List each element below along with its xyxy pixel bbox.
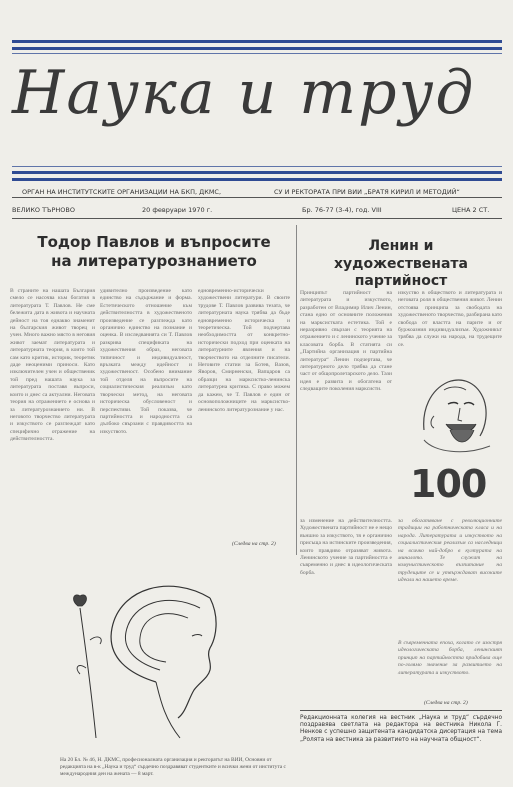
- top-stripe-1: [12, 40, 502, 43]
- congratulations-notice: Редакционната колегия на вестник „Наука и труд“ сърдечно поздравява светлата на редактора на вестника Никола Г. Ненков с успешно защитената кандидатска дисертация на тема „Ролята на вестника за развитието на научната общност“.: [300, 715, 502, 743]
- right-article-headline-text: [300, 238, 502, 291]
- left-article-col1: [10, 288, 95, 546]
- woman-profile-drawing: [60, 578, 270, 748]
- issue-date: 20 февруари 1970 г.: [142, 206, 213, 214]
- top-stripe-3: [12, 53, 502, 54]
- left-headline-line1: Тодор Павлов и въпросите: [37, 233, 271, 251]
- issue-city: ВЕЛИКО ТЪРНОВО: [12, 206, 75, 214]
- bottom-caption: На 20 Бл. № 46, Н. ДКМС, професионалната организация и ректоратът на ВИИ, Основни от редакцията на в-к „Наука и труд“ сърдечно поздравяват студентките и всички жени от института с международния ден на жената — 8 март.: [60, 757, 286, 777]
- masthead-rule-top: [12, 197, 502, 198]
- left-col3-text: едновременно-исторически художествени литератури. В своите трудове Т. Павлов развива тезата, че литературната наука трябва да бъде едновременно историческа и теоретическа. Той подчертава необходимостта от конкретно-исторически подход при оценката на литературните явления и на творчеството на отделните писатели. Неговите статии за Ботев, Вазов, Яворов, Смирненски, Вапцаров са образци на марксистко-ленинска литературна критика. С право можем да кажем, че Т. Павлов е един от основоположниците на марксистко-ленинското литературознание у нас.: [198, 288, 292, 413]
- right-article-col3b: [398, 640, 502, 696]
- left-col1-text: В страните на нашата България смело се насочва към богатия в литературата Т. Павлов. Не сме бележита дата в живота и научната дейност на тоя еднакво знаменит на българския живот творец и учен. Много важно място в неговия живот заемат литературата и литературната теория, в които той сам като критик, историк, теоретик даде неоценими приноси. Като изключителен учен и общественик той пред нашата наука за литературата поставя въпроси, които и днес са актуални. Неговата теория на отражението е основа и за литературознанието ни. В неговото творчество литературата и изкуството се разглеждат като специфично отражение на действителността.: [10, 288, 97, 443]
- left-headline-line2: на литературознанието: [51, 251, 257, 270]
- masthead-rule-bottom: [12, 218, 502, 219]
- issue-price: ЦЕНА 2 СТ.: [452, 206, 490, 214]
- right-col3b-text: В съвременната епоха, когато се изостря идеологическата борба, ленинският принцип на партийността придобива още по-голямо значение за развитието на литературата и изкуството.: [398, 640, 504, 676]
- lenin-portrait-illustration: [404, 360, 502, 458]
- right-col2-text: изкуство в обществото и литературата и неговата роля в обществения живот. Ленин отстоява принципа за свободата на художественото творчество, разбирана като свобода от властта на парите и от буржоазния индивидуализъм. Художникът трябва да служи на народа, на трудещите се.: [398, 290, 504, 348]
- right-headline-line1-text: Ленин и художествената: [334, 238, 468, 272]
- left-article-col3: [198, 288, 290, 534]
- mid-stripe-1: [12, 166, 502, 167]
- anniversary-number: 100: [410, 462, 487, 506]
- right-col1-text: Принципът партийност на литературата и изкуството, разработен от Владимир Илич Ленин, стана едно от основните положения на марксистката естетика. Той е неразривно свързан с теорията на отражението и с ленинското учение за класовата борба. В статията си „Партийна организация и партийна литература“ Ленин подчертава, че литературното дело трябва да стане част от общопролетарското дело. Тази идея е развита и обогатена от следващите поколения марксисти.: [300, 290, 394, 393]
- top-stripe-2: [12, 47, 502, 50]
- left-col2-text: удивително произведение като единство на съдържание и форма. Естетическото отношение към действителността в художественото произведение се разглежда като органично единство на познание и оценка. В изследванията си Т. Павлов разкрива спецификата на художествения образ, неговата типичност и индивидуалност, връзката между идейност и художественост. Особено внимание той отделя на въпросите на социалистическия реализъм като творчески метод, на неговата историческа обусловеност и перспективи. Той показва, че партийността и народността са дълбоко свързани с правдивостта на изкуството.: [100, 288, 194, 435]
- left-article-col2: [100, 288, 192, 550]
- right-article-col2b: [300, 518, 392, 708]
- left-article-headline: [20, 233, 288, 271]
- article-divider: [296, 225, 297, 555]
- subtitle-left: ОРГАН НА ИНСТИТУТСКИТЕ ОРГАНИЗАЦИИ НА БКП, ДКМС,: [22, 188, 222, 196]
- right-article-continued: (Следва на стр. 2): [424, 700, 468, 706]
- notice-top-rule: [300, 710, 502, 711]
- right-article-col3: [398, 518, 502, 636]
- masthead-title: Наука и труд: [12, 58, 476, 128]
- right-headline-line2-text: партийност: [354, 273, 448, 289]
- subtitle-right: СУ И РЕКТОРАТА ПРИ ВИИ „БРАТЯ КИРИЛ И МЕТОДИЙ“: [274, 188, 460, 196]
- right-col3-text: за обогатяване с революционните традиции на работническата класа и на народа. Литературата и изкуството на социалистическия реализъм са наследници на всичко най-добро в културата на миналото. Те служат на комунистическото възпитание на трудещите се и утвърждават високите идеали на нашето време.: [398, 518, 504, 584]
- issue-number: Бр. 76-77 (3-4), год. VIII: [302, 206, 382, 214]
- right-col2b-text: за изменение на действителността. Художествената партийност не е нещо външно за изкуството, тя е органично присъща на истинските произведения, които правдиво отразяват живота. Ленинското учение за партийността е съвременно и днес в идеологическата борба.: [300, 518, 394, 576]
- mid-stripe-2: [12, 171, 502, 174]
- left-article-continued: (Следва на стр. 2): [232, 541, 276, 547]
- mid-stripe-3: [12, 178, 502, 181]
- right-article-col1: [300, 290, 392, 512]
- right-article-col2: [398, 290, 502, 356]
